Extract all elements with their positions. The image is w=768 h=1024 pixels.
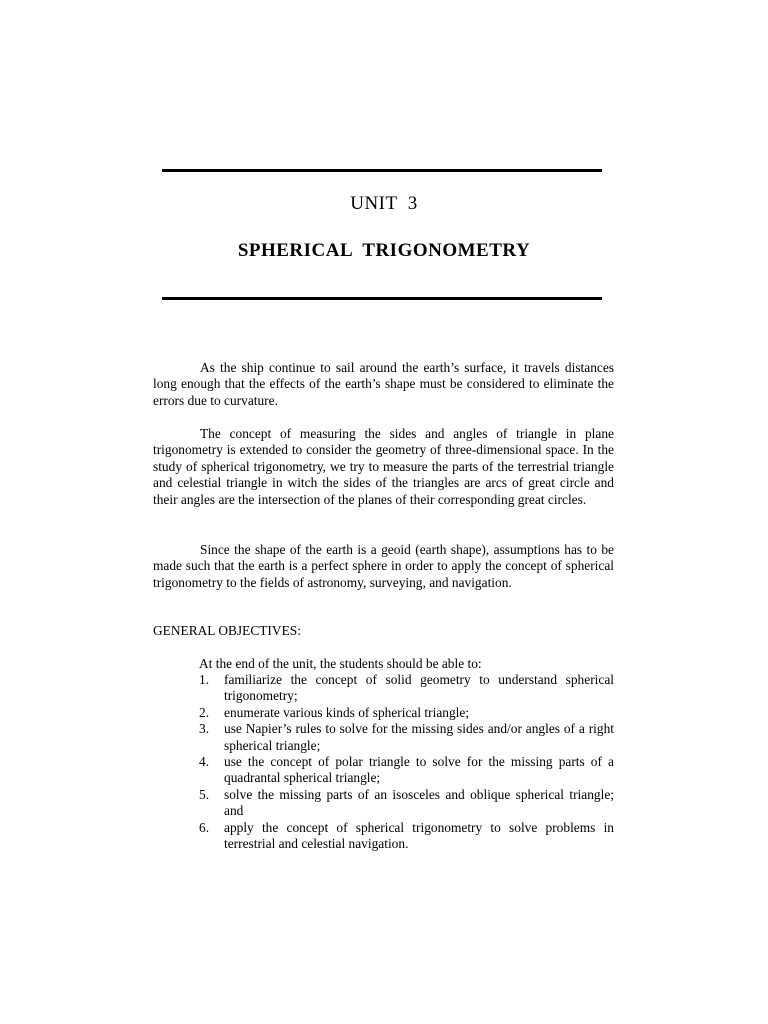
objective-number: 3. bbox=[199, 721, 210, 737]
objective-text: use Napier’s rules to solve for the missing sides and/or angles of a right spherical triangle; bbox=[224, 721, 614, 753]
objectives-intro: At the end of the unit, the students should be able to: bbox=[199, 656, 482, 671]
bottom-horizontal-rule bbox=[162, 297, 602, 300]
objective-number: 5. bbox=[199, 786, 210, 802]
paragraph-text: The concept of measuring the sides and angles of triangle in plane trigonometry is extended to consider the geometry of three-dimensional space. In the study of spherical trigonometry, we try to measure the parts of the terrestrial triangle and celestial triangle in witch the sides of the triangles are arcs of great circle and their angles are the intersection of the planes of their corresponding great circles. bbox=[153, 426, 614, 507]
unit-title-heading: SPHERICAL TRIGONOMETRY bbox=[237, 240, 531, 261]
objective-item bbox=[199, 672, 614, 705]
objective-number: 2. bbox=[199, 704, 210, 720]
objective-text: familiarize the concept of solid geometry to understand spherical trigonometry; bbox=[224, 672, 614, 704]
objective-item bbox=[199, 754, 614, 787]
objective-text: use the concept of polar triangle to solve for the missing parts of a quadrantal spherical triangle; bbox=[224, 754, 614, 786]
top-horizontal-rule bbox=[162, 169, 602, 172]
objectives-list bbox=[199, 672, 614, 852]
objective-text: enumerate various kinds of spherical triangle; bbox=[224, 704, 470, 720]
intro-paragraph-2 bbox=[153, 426, 614, 508]
objective-item bbox=[199, 721, 614, 754]
objective-number: 1. bbox=[199, 672, 210, 687]
objective-item bbox=[199, 705, 614, 721]
paragraph-text: As the ship continue to sail around the earth’s surface, it travels distances long enough that the effects of the earth’s shape must be considered to eliminate the errors due to curvature. bbox=[153, 360, 614, 408]
objective-text: apply the concept of spherical trigonometry to solve problems in terrestrial and celestial navigation. bbox=[224, 819, 614, 852]
objective-number: 6. bbox=[199, 819, 210, 835]
intro-paragraph-1 bbox=[153, 360, 614, 409]
objective-item bbox=[199, 787, 614, 820]
unit-number-heading: UNIT 3 bbox=[350, 193, 418, 214]
objective-text: solve the missing parts of an isosceles and oblique spherical triangle; and bbox=[224, 786, 614, 819]
intro-paragraph-3 bbox=[153, 542, 614, 591]
objective-number: 4. bbox=[199, 754, 210, 770]
objectives-heading: GENERAL OBJECTIVES: bbox=[153, 623, 301, 638]
paragraph-text: Since the shape of the earth is a geoid (earth shape), assumptions has to be made such that the earth is a perfect sphere in order to apply the concept of spherical trigonometry to the fields of astronomy, surveying, and navigation. bbox=[153, 542, 614, 590]
objective-item bbox=[199, 820, 614, 853]
